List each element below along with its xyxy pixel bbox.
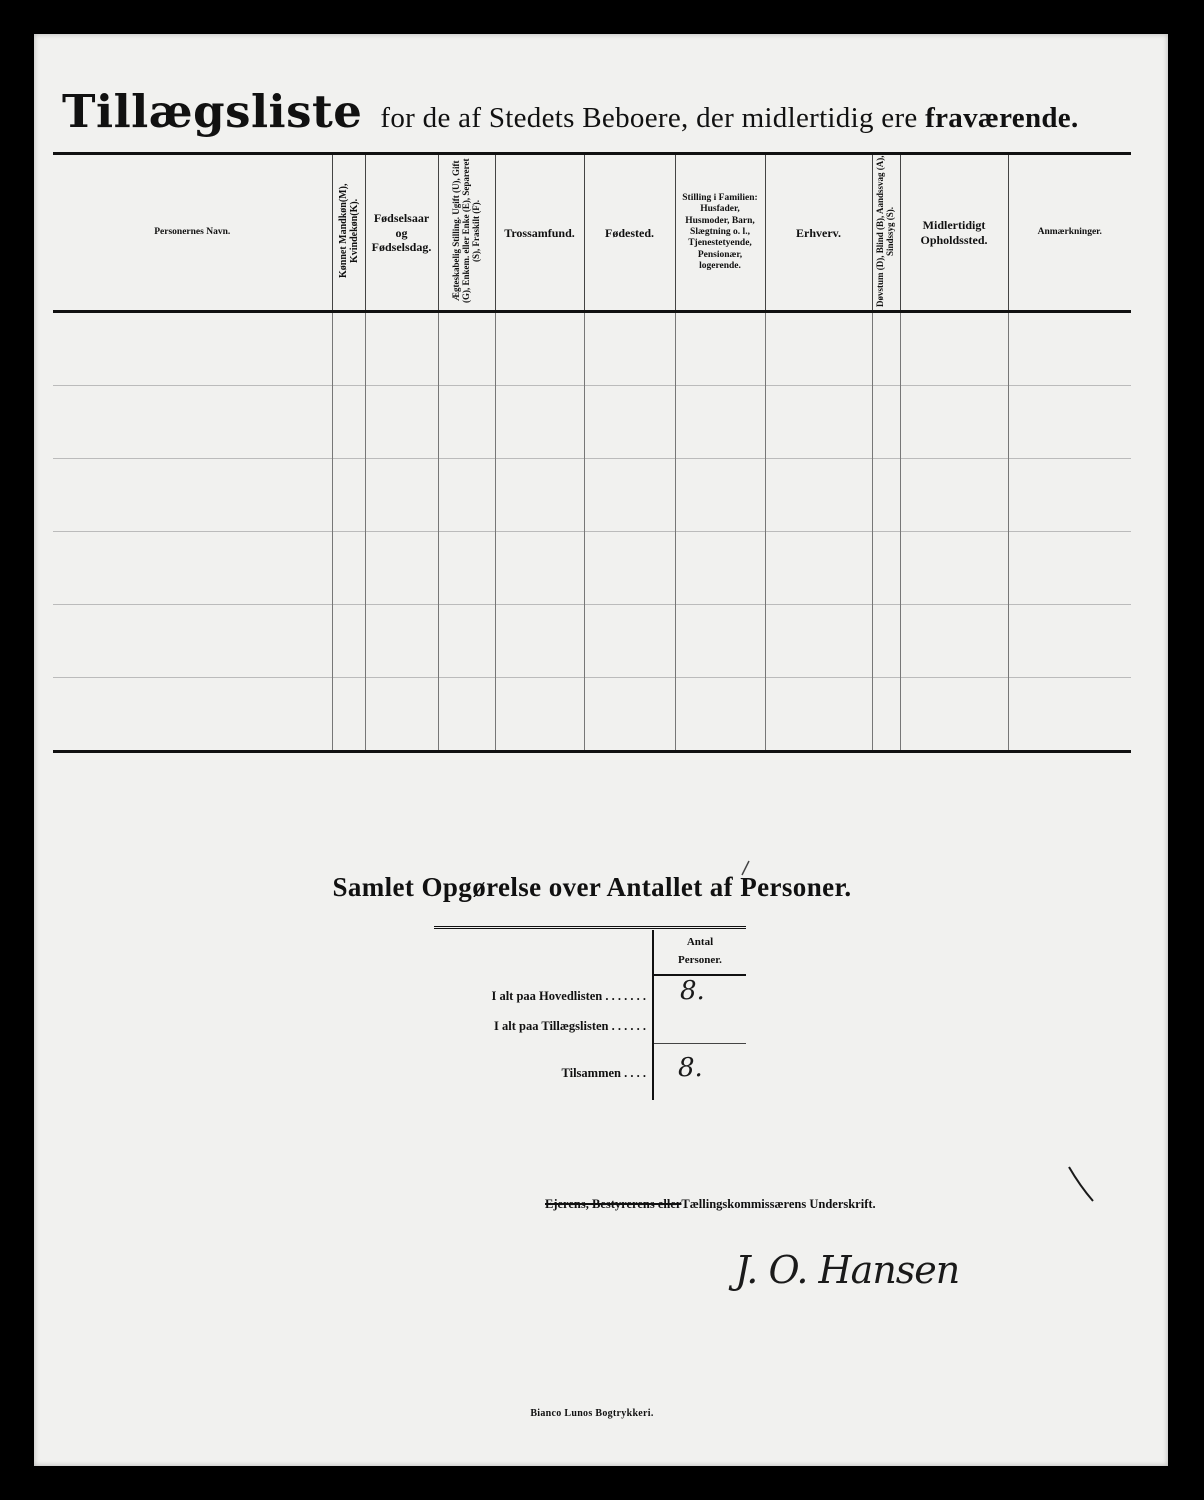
title-subtitle-text: for de af Stedets Beboere, der midlertidig ere [380,102,918,134]
table-cell [872,532,900,605]
table-cell [365,459,438,532]
table-cell [495,532,584,605]
table-cell [584,678,675,752]
col-header-disability [872,154,900,312]
title-main: Tillægsliste [62,85,363,138]
table-cell [365,312,438,386]
table-row [53,678,1131,752]
summary-row-supplement-label: I alt paa Tillægslisten . . . . . . [494,1019,646,1033]
summary-row-total-label: Tilsammen . . . . [561,1066,646,1080]
col-header-sex [332,154,365,312]
table-cell [675,386,765,459]
table-cell [495,386,584,459]
summary-title: Samlet Opgørelse over Antallet af Personer. [332,872,852,902]
col-header-name: Personernes Navn. [53,154,332,312]
table-cell [872,386,900,459]
table-cell [584,459,675,532]
table-cell [53,312,332,386]
table-cell [900,312,1008,386]
col-header-birth: Fødselsaar og Fødselsdag. [365,154,438,312]
summary-column-header [654,934,746,969]
form-title [62,85,1102,145]
table-cell [438,532,495,605]
absent-residents-table [53,152,1131,753]
col-header-family-position: Stilling i Familien: Husfader, Husmoder, Barn, Slægtning o. l., Tjenestetyende, Pensionær, logerende. [675,154,765,312]
signature-caption-struck: Ejerens, Bestyrerens eller [545,1197,682,1211]
table-cell [495,678,584,752]
table-row [53,532,1131,605]
table-cell [438,605,495,678]
summary-row-main-list-value: 8. [680,976,705,1006]
table-cell [438,312,495,386]
summary-block [380,926,750,1096]
table-cell [332,312,365,386]
col-header-disability-text: Døvstum (D), Blind (B), Aandssvag (A), Sindssyg (S). [875,155,895,307]
printer-imprint: Bianco Lunos Bogtrykkeri. [530,1408,654,1419]
table-cell [584,532,675,605]
table-cell [675,678,765,752]
handwritten-signature: J. O. Hansen [735,1248,960,1292]
table-row [53,605,1131,678]
table-cell [765,605,872,678]
table-cell [1008,678,1131,752]
table-cell [53,459,332,532]
table-cell [53,386,332,459]
table-cell [438,678,495,752]
table-cell [495,312,584,386]
col-header-marital-text: Ægteskabelig Stilling. Ugift (U), Gift (G), Enkem. eller Enke (E), Separeret (S), Fraskilt (F). [450,158,481,304]
table-header-row [53,154,1131,312]
ink-stroke-mark [1066,1164,1098,1206]
table-cell [438,459,495,532]
table-cell [332,605,365,678]
col-header-religion: Trossamfund. [495,154,584,312]
signature-caption-text: Tællingskommissærens Underskrift. [681,1197,876,1211]
table-cell [365,532,438,605]
table-cell [495,605,584,678]
table-cell [53,678,332,752]
col-header-marital [438,154,495,312]
table-cell [332,678,365,752]
table-cell [332,459,365,532]
table-cell [900,605,1008,678]
table-cell [365,386,438,459]
summary-column-header-line2: Personer. [678,953,722,966]
table-cell [1008,386,1131,459]
table-cell [900,386,1008,459]
summary-row-total-value: 8. [678,1053,703,1083]
table-cell [53,605,332,678]
table-cell [495,459,584,532]
table-cell [365,678,438,752]
table-cell [584,605,675,678]
table-cell [765,386,872,459]
summary-top-rule [434,926,746,929]
col-header-birthplace: Fødested. [584,154,675,312]
table-cell [365,605,438,678]
table-cell [765,312,872,386]
table-row [53,312,1131,386]
summary-column-header-line1: Antal [686,936,714,948]
table-cell [584,386,675,459]
col-header-occupation: Erhverv. [765,154,872,312]
title-subtitle [380,102,1078,135]
ink-tick-mark [738,858,754,878]
table-row [53,386,1131,459]
table-cell [1008,312,1131,386]
table-cell [765,678,872,752]
table-cell [584,312,675,386]
summary-total-rule [654,1043,746,1044]
col-header-temp-residence: Midlertidigt Opholdssted. [900,154,1008,312]
table-cell [675,459,765,532]
table-cell [765,459,872,532]
table-cell [332,386,365,459]
table-cell [872,605,900,678]
table-cell [675,532,765,605]
table-cell [53,532,332,605]
table-cell [1008,532,1131,605]
table-cell [900,459,1008,532]
table-cell [675,312,765,386]
table-cell [1008,459,1131,532]
signature-caption [545,1197,945,1212]
table-cell [765,532,872,605]
table-cell [900,532,1008,605]
summary-row-main-list-label: I alt paa Hovedlisten . . . . . . . [491,989,646,1003]
title-subtitle-bold: fraværende. [925,102,1079,134]
table-cell [872,459,900,532]
table-cell [438,386,495,459]
table-cell [1008,605,1131,678]
table-cell [872,312,900,386]
table-cell [900,678,1008,752]
table-row [53,459,1131,532]
table-cell [872,678,900,752]
col-header-remarks: Anmærkninger. [1008,154,1131,312]
col-header-sex-text: Kønnet Mandkøn(M), Kvindekøn(K). [337,183,360,279]
table-cell [332,532,365,605]
table-cell [675,605,765,678]
